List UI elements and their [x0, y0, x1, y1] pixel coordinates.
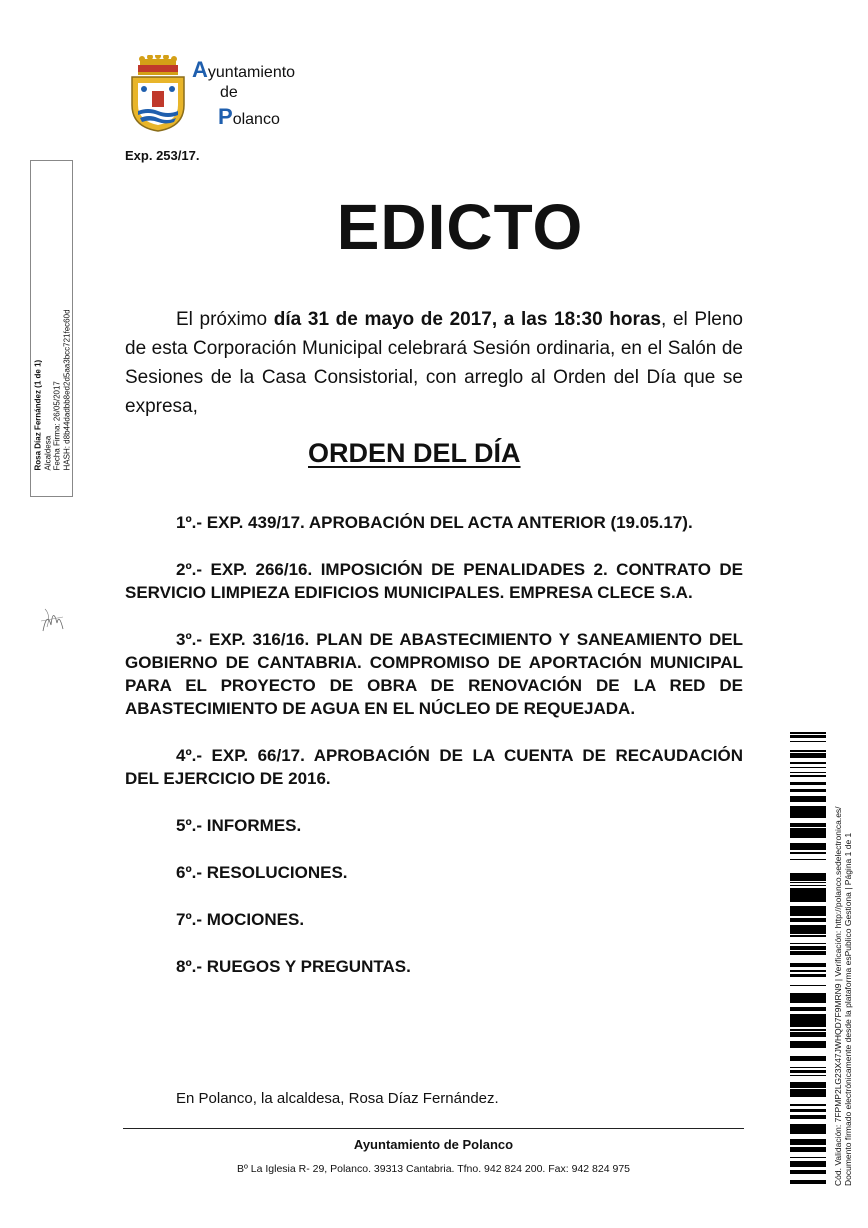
agenda-item: [125, 511, 743, 534]
agenda-title: ORDEN DEL DÍA: [308, 438, 521, 468]
coat-of-arms-icon: [128, 55, 188, 133]
expediente-number: Exp. 253/17.: [125, 148, 200, 163]
agenda-item: [125, 744, 743, 790]
document-title: EDICTO: [336, 191, 584, 263]
footer-name: Ayuntamiento de Polanco: [353, 1137, 514, 1152]
logo-initial-a: A: [192, 57, 208, 82]
intro-pre: El próximo: [176, 309, 274, 330]
agenda-item: [125, 558, 743, 604]
agenda-item: [125, 955, 743, 978]
agenda-item-text: 5º.- INFORMES.: [176, 816, 302, 835]
verification-platform: Documento firmado electrónicamente desde la plataforma esPublico Gestiona | Página 1 de 1: [843, 832, 853, 1186]
barcode-icon: [790, 732, 826, 1184]
logo-line1: yuntamiento: [207, 64, 296, 81]
logo-line2: de: [220, 84, 238, 101]
agenda-item-text: 2º.- EXP. 266/16. IMPOSICIÓN DE PENALIDADES 2. CONTRATO DE SERVICIO LIMPIEZA EDIFICIOS MUNICIPALES. EMPRESA CLECE S.A.: [125, 560, 743, 602]
electronic-signature-box: [30, 160, 73, 497]
signature-date: Fecha Firma: 26/05/2017: [52, 381, 62, 471]
agenda-item: [125, 908, 743, 931]
agenda-list: [125, 511, 743, 1002]
handwritten-signature-icon: [37, 601, 67, 637]
agenda-item-text: 4º.- EXP. 66/17. APROBACIÓN DE LA CUENTA DE RECAUDACIÓN DEL EJERCICIO DE 2016.: [125, 746, 743, 788]
logo-line3: olanco: [232, 111, 280, 128]
agenda-item: [125, 628, 743, 720]
footer-address: Bº La Iglesia R- 29, Polanco. 39313 Cantabria. Tfno. 942 824 200. Fax: 942 824 975: [237, 1163, 630, 1175]
logo-initial-p: P: [218, 104, 233, 129]
signer-role: Alcaldesa: [43, 435, 52, 471]
agenda-item-text: 1º.- EXP. 439/17. APROBACIÓN DEL ACTA ANTERIOR (19.05.17).: [176, 513, 693, 532]
agenda-item: [125, 861, 743, 884]
verification-text: [833, 734, 853, 1186]
agenda-item-text: 8º.- RUEGOS Y PREGUNTAS.: [176, 957, 411, 976]
agenda-item-text: 6º.- RESOLUCIONES.: [176, 863, 348, 882]
signature-details: [34, 176, 72, 471]
intro-post: , el Pleno de esta Corporación Municipal celebrará Sesión ordinaria, en el Salón de Sesiones de la Casa Consistorial, con arreglo al Orden del Día que se expresa,: [125, 309, 744, 417]
footer-divider: [123, 1128, 744, 1129]
closing-signature: En Polanco, la alcaldesa, Rosa Díaz Fernández.: [176, 1090, 499, 1107]
agenda-item-text: 7º.- MOCIONES.: [176, 910, 305, 929]
agenda-item: [125, 814, 743, 837]
agenda-item-text: 3º.- EXP. 316/16. PLAN DE ABASTECIMIENTO Y SANEAMIENTO DEL GOBIERNO DE CANTABRIA. COMPROMISO DE APORTACIÓN MUNICIPAL PARA EL PROYECTO DE OBRA DE RENOVACIÓN DE LA RED DE ABASTECIMIENTO DE AGUA EN EL NÚCLEO DE REQUEJADA.: [125, 630, 743, 718]
intro-paragraph: [125, 305, 743, 421]
intro-bold: día 31 de mayo de 2017, a las 18:30 horas: [273, 309, 662, 330]
signer-name: Rosa Díaz Fernández (1 de 1): [33, 359, 43, 471]
signature-hash: HASH: d8b44dadbb8ed2d5aa3bcc721fec60d: [62, 309, 71, 471]
verification-code: Cód. Validación: 7FPMP2LG23X47JWHQD7F9MRN9 | Verificación: http://polanco.sedelectronica.es/: [833, 806, 843, 1186]
